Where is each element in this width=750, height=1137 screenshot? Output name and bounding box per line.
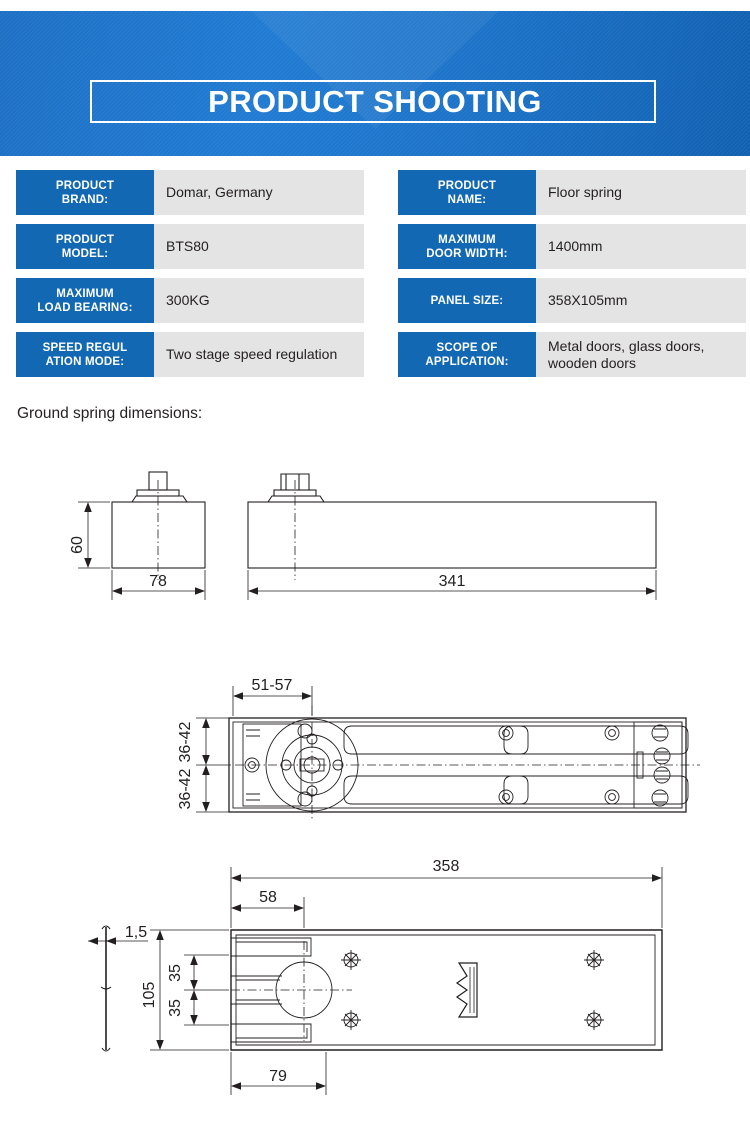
svg-text:35: 35 (167, 964, 184, 982)
brand-crown-logo (457, 963, 477, 1017)
spec-label-scope-application: SCOPE OF APPLICATION: (398, 332, 536, 377)
svg-text:60: 60 (69, 536, 86, 554)
page-title: PRODUCT SHOOTING (208, 84, 542, 119)
svg-text:1,5: 1,5 (124, 924, 148, 941)
spec-row-product-model (16, 224, 364, 269)
spec-label-product-brand: PRODUCT BRAND: (16, 170, 154, 215)
drawing-top-view (0, 660, 750, 835)
drawing-cover-plate-view (0, 845, 750, 1105)
spec-label-product-name: PRODUCT NAME: (398, 170, 536, 215)
spec-row-scope-application (398, 332, 746, 377)
svg-text:58: 58 (259, 889, 277, 906)
spec-value-product-brand: Domar, Germany (154, 170, 364, 215)
spec-row-speed-regulation (16, 332, 364, 377)
spec-value-door-width: 1400mm (536, 224, 746, 269)
svg-text:105: 105 (141, 981, 158, 1009)
drawings-caption: Ground spring dimensions: (17, 405, 203, 422)
spec-label-panel-size: PANEL SIZE: (398, 278, 536, 323)
svg-text:79: 79 (269, 1068, 287, 1085)
drawing-side-view (0, 440, 750, 620)
spec-value-product-model: BTS80 (154, 224, 364, 269)
spec-row-panel-size (398, 278, 746, 323)
spec-label-product-model: PRODUCT MODEL: (16, 224, 154, 269)
spec-value-panel-size: 358X105mm (536, 278, 746, 323)
svg-text:51-57: 51-57 (251, 677, 293, 694)
page-banner (0, 11, 750, 156)
svg-text:35: 35 (167, 999, 184, 1017)
spec-row-product-name (398, 170, 746, 215)
spec-row-product-brand (16, 170, 364, 215)
spec-label-door-width: MAXIMUM DOOR WIDTH: (398, 224, 536, 269)
spec-value-speed-regulation: Two stage speed regulation (154, 332, 364, 377)
spec-value-scope-application: Metal doors, glass doors, wooden doors (536, 332, 746, 377)
svg-text:358: 358 (432, 858, 460, 875)
spec-left-column (16, 170, 364, 386)
spec-row-door-width (398, 224, 746, 269)
spec-value-load-bearing: 300KG (154, 278, 364, 323)
svg-text:36-42: 36-42 (177, 768, 194, 810)
spec-right-column (398, 170, 746, 386)
svg-text:341: 341 (438, 573, 466, 590)
spec-label-speed-regulation: SPEED REGUL ATION MODE: (16, 332, 154, 377)
spec-label-load-bearing: MAXIMUM LOAD BEARING: (16, 278, 154, 323)
spec-row-load-bearing (16, 278, 364, 323)
spec-value-product-name: Floor spring (536, 170, 746, 215)
svg-text:36-42: 36-42 (177, 721, 194, 763)
svg-text:78: 78 (149, 573, 167, 590)
